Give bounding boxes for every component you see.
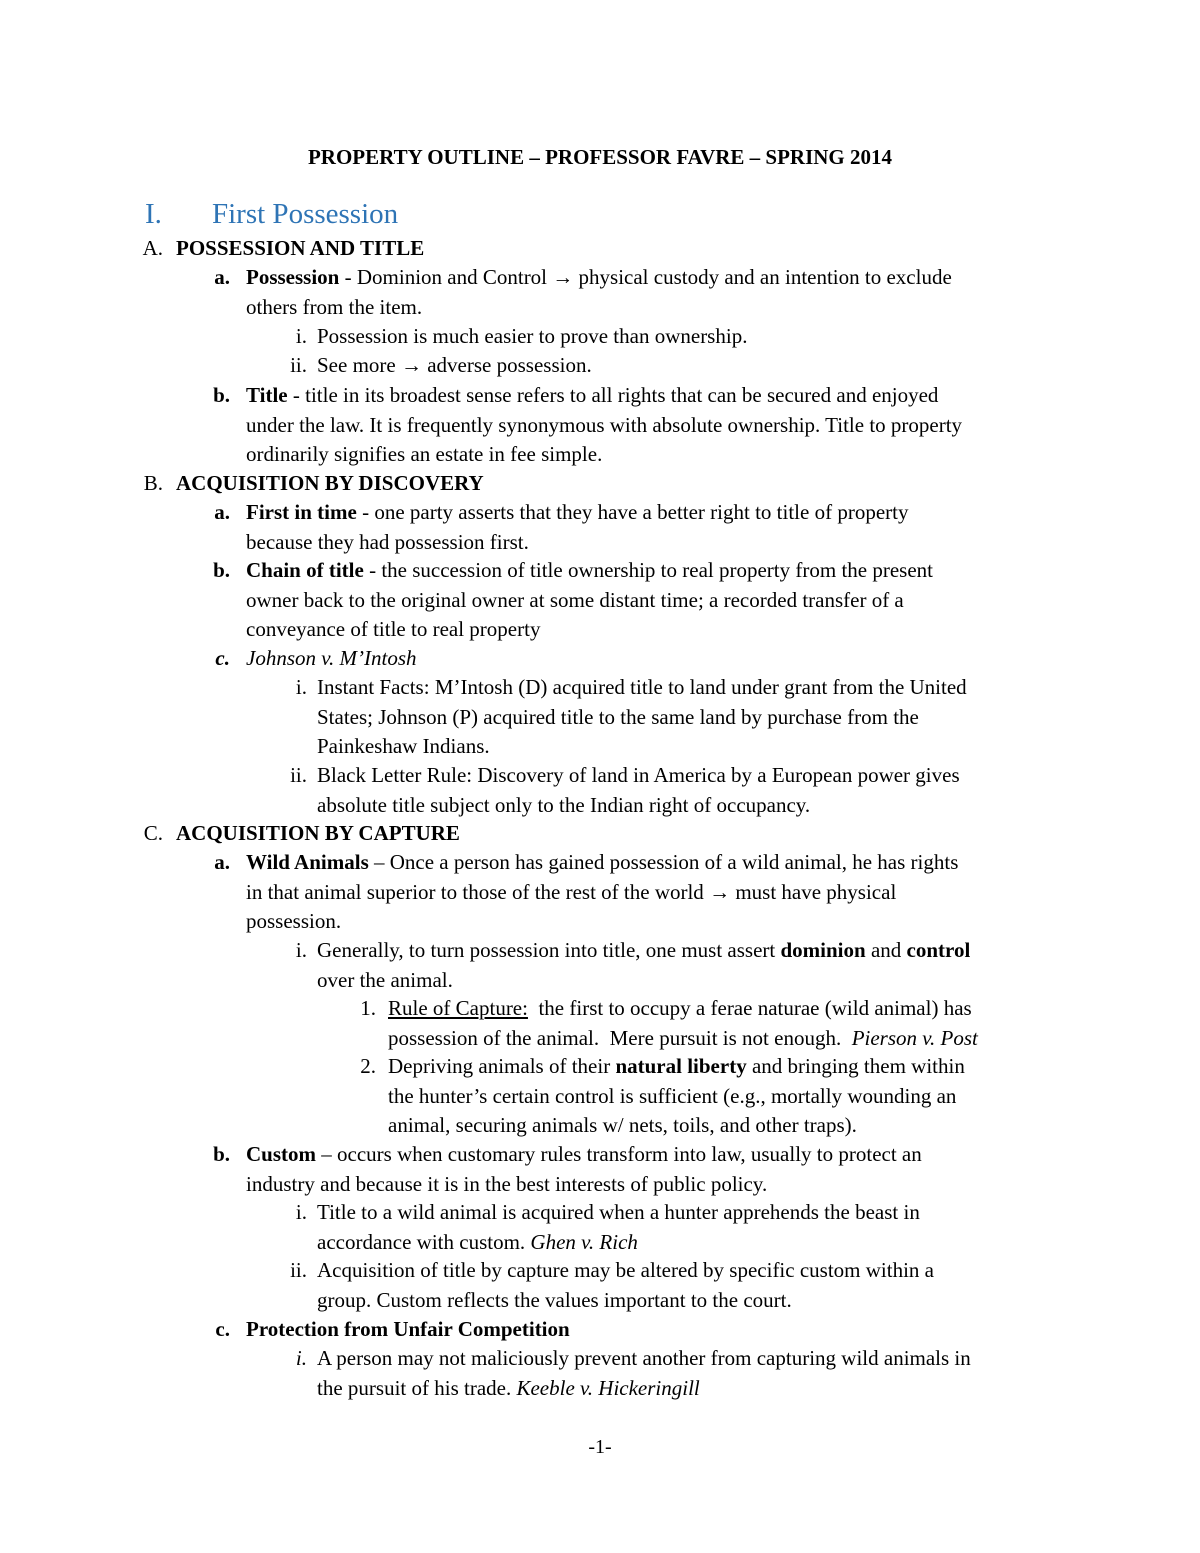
- outline-marker: b.: [213, 1142, 230, 1166]
- rule-of-capture-label: Rule of Capture:: [388, 996, 528, 1020]
- item-text: adverse possession.: [421, 353, 592, 377]
- outline-marker: c.: [215, 646, 230, 670]
- item-text: physical custody and an intention to exclude: [573, 265, 952, 289]
- item-text: because they had possession first.: [246, 529, 529, 554]
- outline-heading-b: [145, 469, 1095, 499]
- outline-item-first-in-time: [214, 498, 1056, 557]
- outline-marker: C.: [143, 821, 163, 845]
- item-text: See more: [317, 353, 401, 377]
- outline-marker: i.: [295, 1346, 307, 1370]
- outline-marker: 1.: [360, 996, 376, 1020]
- outline-marker: ii.: [290, 1258, 307, 1282]
- arrow-right-icon: →: [552, 265, 574, 289]
- outline-numbered-item: [360, 1052, 1058, 1141]
- page-number: -1-: [588, 1436, 612, 1458]
- item-text: Generally, to turn possession into title, one must assert: [317, 938, 781, 962]
- item-text: others from the item.: [246, 294, 423, 319]
- outline-item-unfair-competition: [215, 1315, 1056, 1345]
- item-text: the succession of title ownership to real property from the present: [381, 558, 933, 582]
- item-text: one party asserts that they have a better right to title of property: [374, 500, 909, 524]
- outline-subitem: [295, 1344, 1057, 1403]
- outline-marker: a.: [214, 265, 230, 289]
- term-natural-liberty: natural liberty: [615, 1054, 747, 1078]
- term-chain-of-title: Chain of title: [246, 558, 364, 582]
- item-text: States; Johnson (P) acquired title to the same land by purchase from the: [317, 704, 919, 729]
- item-text: possession of the animal. Mere pursuit is not enough.: [388, 1025, 852, 1050]
- separator: -: [356, 500, 375, 524]
- item-text: Instant Facts: M’Intosh (D) acquired title to land under grant from the United: [317, 675, 967, 699]
- separator: –: [316, 1142, 338, 1166]
- arrow-right-icon: →: [400, 353, 422, 377]
- item-text: possession.: [246, 909, 342, 933]
- term-control: control: [906, 938, 971, 962]
- document-title: PROPERTY OUTLINE – PROFESSOR FAVRE – SPRING 2014: [307, 145, 893, 169]
- item-text: industry and because it is in the best interests of public policy.: [246, 1171, 768, 1196]
- outline-marker: c.: [215, 1317, 230, 1341]
- outline-heading-c: [145, 819, 1095, 849]
- item-text: in that animal superior to those of the rest of the world: [246, 879, 710, 904]
- outline-item-chain-of-title: [213, 556, 1056, 645]
- separator: –: [368, 850, 390, 874]
- item-text: Acquisition of title by capture may be altered by specific custom within a: [317, 1258, 934, 1282]
- outline-heading-text: ACQUISITION BY DISCOVERY: [176, 471, 484, 495]
- item-text: ordinarily signifies an estate in fee simple.: [246, 442, 603, 466]
- separator: -: [363, 558, 382, 582]
- term-unfair-competition: Protection from Unfair Competition: [246, 1317, 570, 1341]
- item-text: occurs when customary rules transform into law, usually to protect an: [337, 1142, 922, 1166]
- outline-marker: i.: [295, 675, 307, 699]
- outline-item-custom: [213, 1140, 1056, 1199]
- item-text: owner back to the original owner at some distant time; a recorded transfer of a: [246, 587, 904, 612]
- case-name: Ghen v. Rich: [530, 1229, 638, 1254]
- outline-item-possession: [214, 263, 1056, 322]
- outline-subitem: [290, 761, 1057, 820]
- term-title: Title: [246, 383, 288, 407]
- item-text: the first to occupy a ferae naturae (wild animal) has: [527, 996, 972, 1020]
- outline-marker: a.: [214, 850, 230, 874]
- item-text: Painkeshaw Indians.: [317, 734, 490, 758]
- outline-item-wild-animals: [214, 848, 1056, 937]
- outline-marker: i.: [295, 1200, 307, 1224]
- item-text: conveyance of title to real property: [246, 617, 541, 641]
- separator: -: [339, 265, 357, 289]
- outline-item-title: [213, 381, 1056, 470]
- item-text: under the law. It is frequently synonymous with absolute ownership. Title to property: [246, 412, 963, 437]
- outline-numbered-item: [360, 994, 1058, 1053]
- item-text: Dominion and Control: [356, 265, 553, 289]
- outline-subitem: [295, 673, 1057, 762]
- item-text: absolute title subject only to the Indian right of occupancy.: [317, 792, 811, 817]
- outline-marker: i.: [295, 938, 307, 962]
- outline-subitem: [290, 1256, 1057, 1315]
- term-custom: Custom: [246, 1142, 317, 1166]
- item-text: group. Custom reflects the values important to the court.: [317, 1287, 792, 1312]
- term-first-in-time: First in time: [246, 500, 357, 524]
- item-text: and: [865, 938, 907, 962]
- outline-marker: ii.: [290, 353, 307, 377]
- outline-marker: a.: [214, 500, 230, 524]
- outline-marker: B.: [143, 471, 163, 495]
- item-text: Possession is much easier to prove than ownership.: [317, 324, 748, 348]
- outline-heading-text: POSSESSION AND TITLE: [176, 236, 425, 260]
- item-text: accordance with custom.: [317, 1229, 531, 1254]
- separator: -: [287, 383, 306, 407]
- case-name: Pierson v. Post: [851, 1025, 978, 1050]
- term-wild-animals: Wild Animals: [246, 850, 369, 874]
- item-text: the hunter’s certain control is sufficient (e.g., mortally wounding an: [388, 1083, 957, 1108]
- term-possession: Possession: [246, 265, 340, 289]
- item-text: Depriving animals of their: [388, 1054, 616, 1078]
- outline-heading-a: [142, 234, 1095, 264]
- outline-subitem: [290, 351, 1057, 381]
- outline-heading-text: ACQUISITION BY CAPTURE: [176, 821, 460, 845]
- item-text: A person may not maliciously prevent another from capturing wild animals in: [317, 1346, 971, 1370]
- item-text: must have physical: [730, 879, 897, 904]
- item-text: the pursuit of his trade.: [317, 1375, 517, 1400]
- outline-marker: 2.: [360, 1054, 376, 1078]
- item-text: Title to a wild animal is acquired when a hunter apprehends the beast in: [317, 1200, 920, 1224]
- item-text: over the animal.: [317, 967, 453, 992]
- arrow-right-icon: →: [709, 879, 731, 904]
- outline-marker: b.: [213, 558, 230, 582]
- outline-subitem: [295, 322, 1057, 352]
- outline-subitem: [295, 936, 1057, 995]
- item-text: and bringing them within: [746, 1054, 965, 1078]
- outline-marker: b.: [213, 383, 230, 407]
- item-text: animal, securing animals w/ nets, toils, and other traps).: [388, 1113, 857, 1137]
- outline-subitem: [295, 1198, 1057, 1257]
- section-number: I.: [145, 198, 162, 230]
- section-title: First Possession: [212, 198, 399, 230]
- term-dominion: dominion: [780, 938, 866, 962]
- case-name: Johnson v. M’Intosh: [246, 646, 417, 670]
- outline-marker: A.: [142, 236, 163, 260]
- case-name: Keeble v. Hickeringill: [516, 1375, 700, 1400]
- item-text: Black Letter Rule: Discovery of land in America by a European power gives: [317, 763, 960, 787]
- section-heading: [145, 196, 398, 232]
- outline-marker: ii.: [290, 763, 307, 787]
- item-text: title in its broadest sense refers to all rights that can be secured and enjoyed: [305, 383, 939, 407]
- outline-item-johnson: [215, 644, 1056, 674]
- outline-marker: i.: [295, 324, 307, 348]
- item-text: Once a person has gained possession of a wild animal, he has rights: [389, 850, 959, 874]
